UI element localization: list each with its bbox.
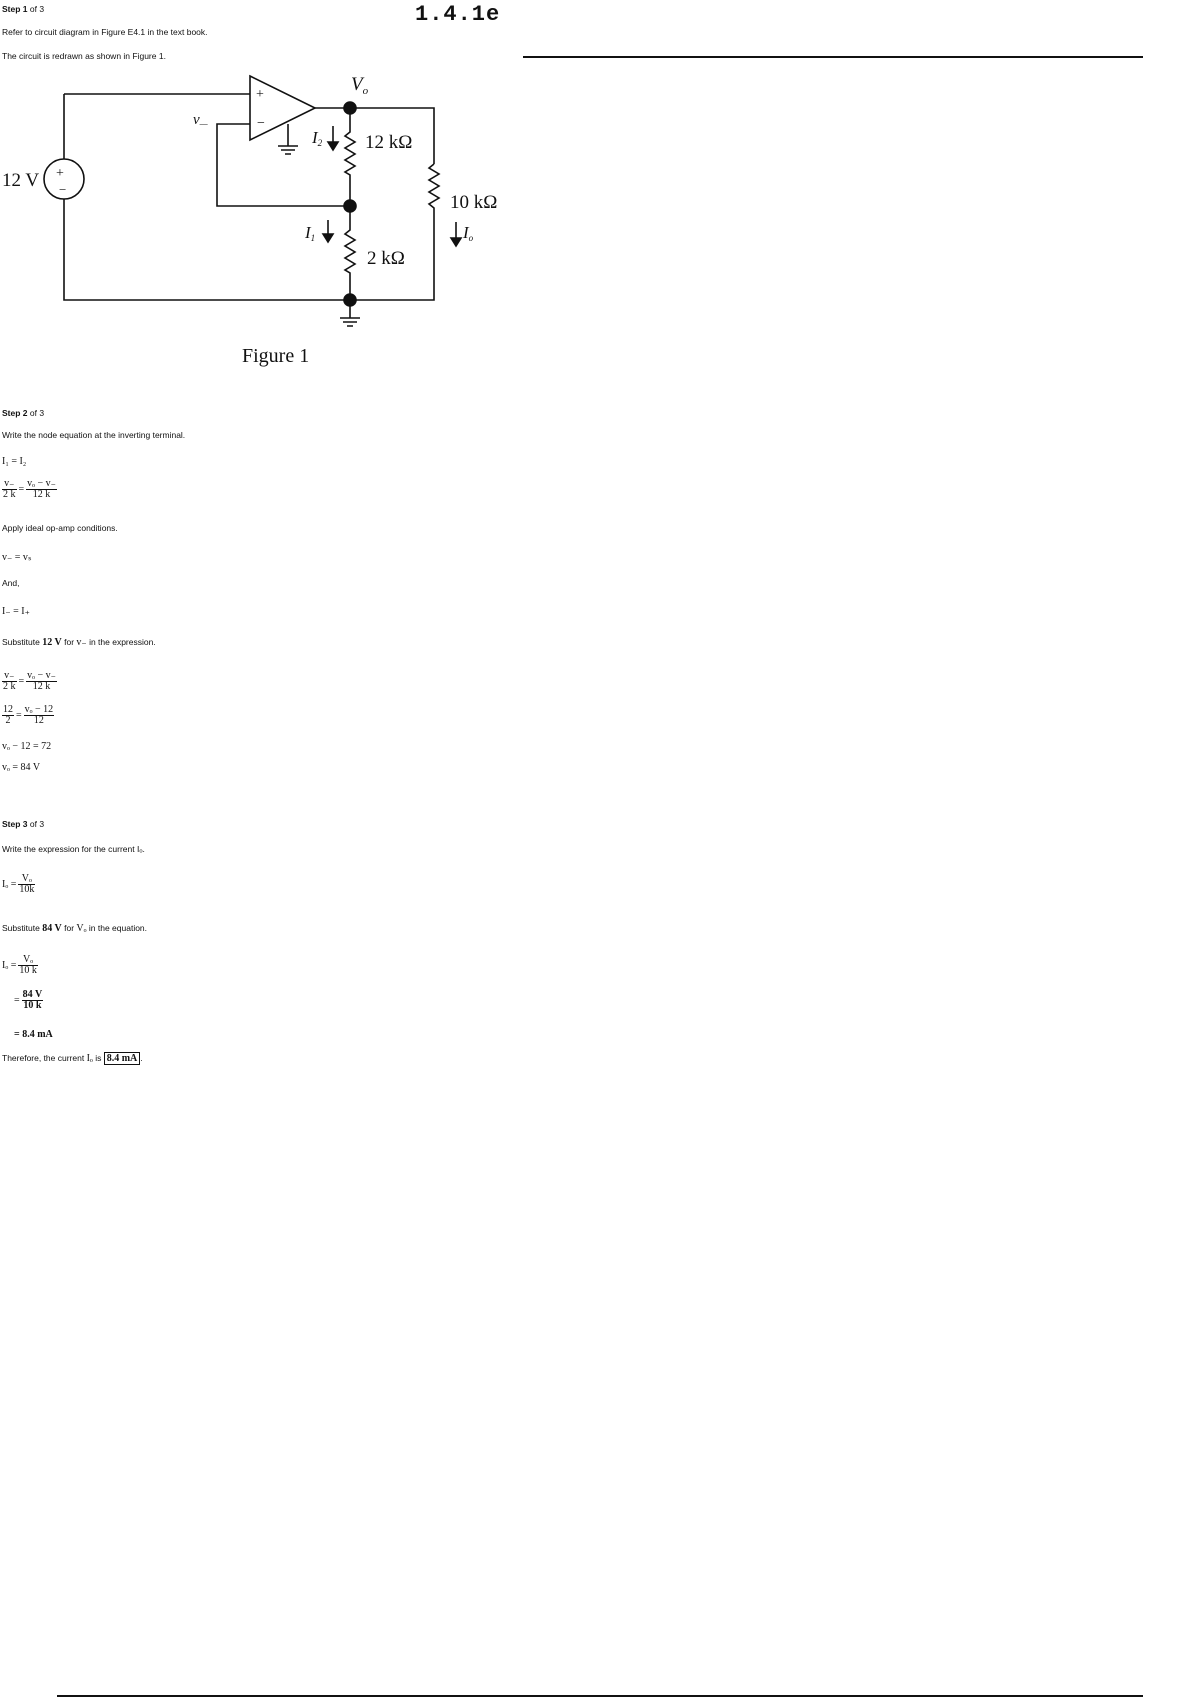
step2-eq2: $\frac{v_-}{2 k}$ = $\frac{\text{vₒ − v₋}}{12 k}$ xyxy=(3,478,56,500)
circuit-diagram xyxy=(0,68,520,378)
step2-substitute-line: Substitute 12 V for v₋ in the expression. xyxy=(2,637,156,648)
eq2-lhs-num: v₋ xyxy=(2,479,17,490)
step2-eq6: $\frac{12}{2}$ = $\frac{\text{vₒ − 12}}{12}$ xyxy=(3,704,54,726)
i2-arrow-icon xyxy=(328,142,338,150)
source-label: 12 V xyxy=(2,170,40,191)
final-var: Iₒ xyxy=(86,1053,93,1064)
step3-sub-value: 84 V xyxy=(42,923,62,934)
step3-eq1 xyxy=(2,874,35,895)
r12-label: 12 kΩ xyxy=(365,132,413,153)
step2-eq4: I₋ = I₊ xyxy=(2,606,30,617)
io-label: Io xyxy=(463,223,474,243)
source-minus: − xyxy=(59,182,67,197)
step2-eq8: vₒ = 84 V xyxy=(2,762,41,773)
eq5-lhs-num: v₋ xyxy=(2,671,17,682)
step3-substitute-line: Substitute 84 V for Vₒ in the equation. xyxy=(2,923,148,934)
eq2-rhs-frac xyxy=(26,479,57,500)
step3-eq3-lhs: = xyxy=(14,994,20,1006)
io-arrow-icon xyxy=(451,238,461,246)
eq6-rhs-den: 12 xyxy=(33,715,44,726)
header-rule xyxy=(523,56,1143,58)
step1-heading-rest: of 3 xyxy=(27,4,45,14)
vminus-label: $v_—$ xyxy=(193,112,208,129)
ground-icon xyxy=(340,300,360,326)
step1-line2: The circuit is redrawn as shown in Figure 1. xyxy=(2,51,166,61)
eq5-rhs-num: vₒ − v₋ xyxy=(27,670,56,681)
resistor-12k-icon xyxy=(345,108,355,206)
step3-eq1-den: 10k xyxy=(19,884,35,895)
eq2-lhs-frac xyxy=(2,479,17,500)
footer-rule xyxy=(57,1695,1143,1697)
step1-heading xyxy=(2,4,44,14)
step1-heading-bold: Step 1 xyxy=(2,4,28,14)
opamp-ground-icon xyxy=(278,124,298,154)
step3-heading-bold: Step 3 xyxy=(2,819,28,829)
step3-eq3-num: 84 V xyxy=(22,989,43,1000)
step3-eq2-num: Vₒ xyxy=(18,955,38,966)
eq2-lhs-den: 2 k xyxy=(3,489,16,500)
step3-eq2-den: 10 k xyxy=(19,965,37,976)
i1-label: I1 xyxy=(305,223,316,243)
final-answer-box: 8.4 mA xyxy=(104,1052,141,1065)
step2-eq1: I₁ = I₂ xyxy=(2,456,27,467)
step3-sub-var: Vₒ xyxy=(76,923,87,934)
step2-line2: Apply ideal op-amp conditions. xyxy=(2,523,118,533)
step3-eq2 xyxy=(2,955,38,976)
step3-eq1-lhs: Iₒ = xyxy=(2,878,17,890)
resistor-10k-icon xyxy=(350,164,439,300)
step3-heading-rest: of 3 xyxy=(27,819,45,829)
step2-eq3: v₋ = vₛ xyxy=(2,552,32,563)
eq5-rhs-den: 12 k xyxy=(32,681,51,692)
eq2-rhs-den: 12 k xyxy=(32,489,51,500)
r10-label: 10 kΩ xyxy=(450,192,498,213)
eq5-lhs-den: 2 k xyxy=(3,681,16,692)
step2-heading xyxy=(2,408,44,418)
step3-eq3-den: 10 k xyxy=(23,1000,42,1011)
figure-caption: Figure 1 xyxy=(242,345,310,367)
step2-eq7: vₒ − 12 = 72 xyxy=(2,741,52,752)
step3-line1: Write the expression for the current Iₒ. xyxy=(2,844,145,854)
vo-label: $V_o$ xyxy=(351,74,369,97)
step3-eq2-lhs: Iₒ = xyxy=(2,959,17,971)
step3-eq4: = 8.4 mA xyxy=(14,1029,53,1040)
i1-arrow-icon xyxy=(323,234,333,242)
wire-feedback xyxy=(217,124,350,206)
step2-eq5: $\frac{v_-}{2 k}$ = $\frac{\text{vₒ − v₋}}{12 k}$ xyxy=(3,670,56,692)
source-plus: + xyxy=(56,166,64,181)
step2-heading-rest: of 3 xyxy=(27,408,45,418)
step2-line3: And, xyxy=(2,578,20,588)
document-id: 1.4.1e xyxy=(415,2,501,27)
r2-label: 2 kΩ xyxy=(367,248,405,269)
step2-heading-bold: Step 2 xyxy=(2,408,28,418)
i2-label: I2 xyxy=(312,128,323,148)
opamp-plus: + xyxy=(256,87,264,102)
step2-sub-var: v₋ xyxy=(76,637,87,648)
eq6-lhs-num: 12 xyxy=(3,704,13,715)
opamp-minus: − xyxy=(257,116,265,131)
step2-line1: Write the node equation at the inverting terminal. xyxy=(2,430,186,440)
step3-eq1-num: Vₒ xyxy=(18,874,35,885)
step3-final-line: Therefore, the current Iₒ is 8.4 mA . xyxy=(2,1053,143,1064)
step2-sub-value: 12 V xyxy=(42,637,62,648)
eq2-rhs-num: vₒ − v₋ xyxy=(27,478,56,489)
step3-eq3 xyxy=(14,990,43,1011)
eq6-lhs-den: 2 xyxy=(5,715,11,726)
resistor-2k-icon xyxy=(345,206,355,300)
step3-heading xyxy=(2,819,44,829)
step1-line1: Refer to circuit diagram in Figure E4.1 in the text book. xyxy=(2,27,208,37)
wire-bottom-left xyxy=(64,199,350,300)
eq6-rhs-num: vₒ − 12 xyxy=(24,704,54,715)
